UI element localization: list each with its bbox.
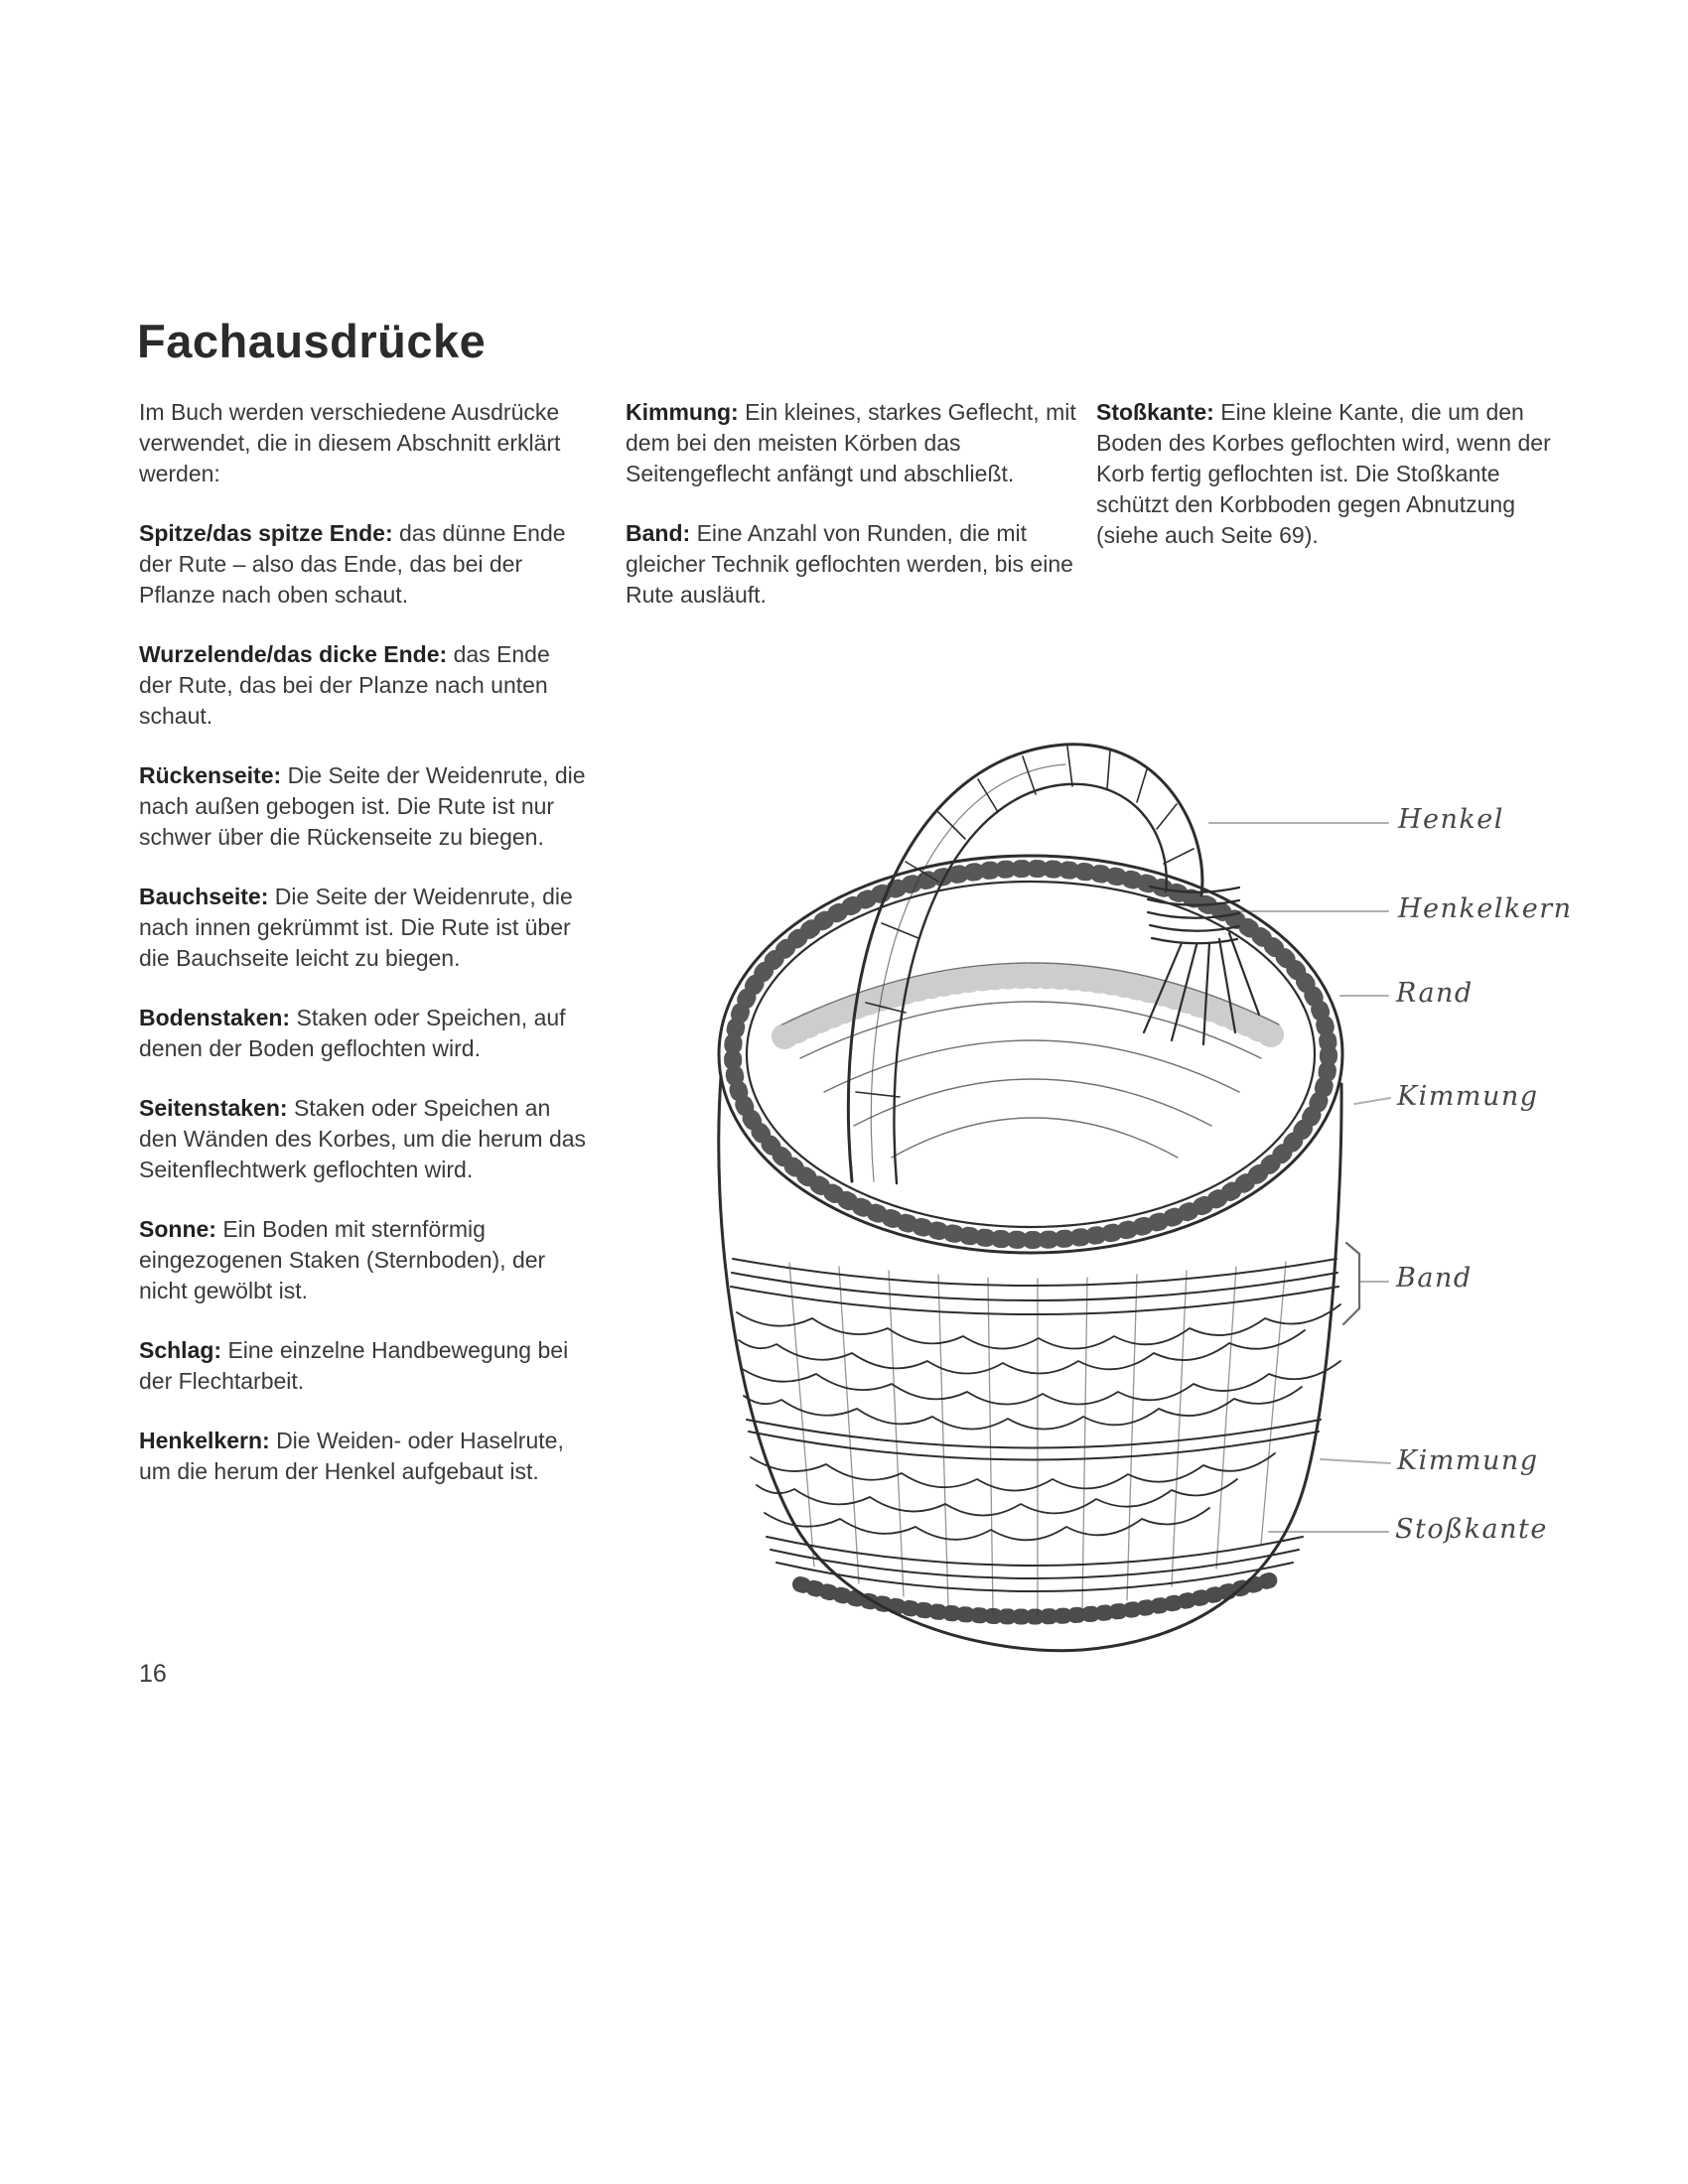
term: Sonne:	[139, 1216, 216, 1242]
page-title: Fachausdrücke	[137, 315, 487, 367]
term-entry-seitenstaken	[139, 1093, 588, 1185]
term: Spitze/das spitze Ende:	[139, 520, 393, 546]
term-definition: Ein Boden mit sternförmig eingezogenen Staken (Sternboden), der nicht gewölbt ist.	[139, 1216, 546, 1303]
term: Bodenstaken:	[139, 1005, 291, 1030]
term-entry-band	[626, 518, 1080, 611]
figure-label-band: Band	[1396, 1263, 1473, 1294]
figure-label-henkel: Henkel	[1398, 804, 1504, 835]
term-entry-wurzelende	[139, 639, 588, 732]
term-definition: Die Seite der Weidenrute, die nach außen gebogen ist. Die Rute ist nur schwer über die Rückenseite zu biegen.	[139, 762, 586, 850]
term-entry-bodenstaken	[139, 1003, 588, 1064]
term-entry-sonne	[139, 1214, 588, 1306]
term-entry-bauchseite	[139, 882, 588, 974]
term-definition: Die Seite der Weidenrute, die nach innen gekrümmt ist. Die Rute ist über die Bauchseite leicht zu biegen.	[139, 884, 573, 971]
weave-separator	[747, 1420, 1321, 1460]
band-bracket	[1343, 1243, 1359, 1324]
figure-label-kimmung-bottom: Kimmung	[1397, 1445, 1539, 1476]
weave-band-lower	[751, 1453, 1275, 1540]
figure-label-henkelkern: Henkelkern	[1398, 893, 1573, 924]
term-definition: das dünne Ende der Rute – also das Ende, das bei der Pflanze nach oben schaut.	[139, 520, 566, 608]
rim-braid	[733, 869, 1329, 1240]
term-definition: Eine Anzahl von Runden, die mit gleicher Technik geflochten werden, bis eine Rute ausläuft.	[626, 520, 1073, 608]
term: Schlag:	[139, 1337, 222, 1363]
term-entry-kimmung	[626, 397, 1080, 489]
weave-kimmung-top	[731, 1259, 1338, 1314]
term: Kimmung:	[626, 399, 739, 425]
leader-lines	[1209, 823, 1390, 1532]
term: Seitenstaken:	[139, 1095, 288, 1121]
term: Band:	[626, 520, 691, 546]
figure-label-rand: Rand	[1396, 978, 1474, 1009]
term-entry-schlag	[139, 1335, 588, 1397]
term: Bauchseite:	[139, 884, 269, 909]
term: Rückenseite:	[139, 762, 282, 788]
figure-label-stosskante: Stoßkante	[1395, 1514, 1548, 1545]
term-definition: Eine einzelne Handbewegung bei der Flechtarbeit.	[139, 1337, 569, 1394]
text-column-3	[1096, 397, 1555, 580]
term-definition: das Ende der Rute, das bei der Planze nach unten schaut.	[139, 641, 550, 729]
text-column-2	[626, 397, 1080, 639]
intro-paragraph: Im Buch werden verschiedene Ausdrücke verwendet, die in diesem Abschnitt erklärt werden:	[139, 399, 561, 486]
term-definition: Ein kleines, starkes Geflecht, mit dem bei den meisten Körben das Seitengeflecht anfängt und abschließt.	[626, 399, 1076, 486]
basket-rim	[719, 856, 1342, 1253]
term: Stoßkante:	[1096, 399, 1214, 425]
term-definition: Staken oder Speichen an den Wänden des Korbes, um die herum das Seitenflechtwerk geflochten wird.	[139, 1095, 587, 1182]
leader-kimmung-top	[1354, 1098, 1390, 1104]
term-definition: Staken oder Speichen, auf denen der Boden geflochten wird.	[139, 1005, 566, 1061]
term-entry-stosskante	[1096, 397, 1555, 551]
figure-label-kimmung-top: Kimmung	[1397, 1081, 1539, 1112]
leader-kimmung-bottom	[1321, 1459, 1390, 1463]
term-entry-rueckenseite	[139, 760, 588, 853]
term-entry-henkelkern	[139, 1426, 588, 1487]
handle-twist-lines	[856, 747, 1194, 1097]
text-column-1	[139, 397, 588, 1516]
page-number: 16	[139, 1660, 167, 1688]
term-definition: Die Weiden- oder Haselrute, um die herum der Henkel aufgebaut ist.	[139, 1428, 564, 1484]
weave-band-upper	[737, 1304, 1340, 1430]
term-definition: Eine kleine Kante, die um den Boden des Korbes geflochten wird, wenn der Korb fertig geflochten ist. Die Stoßkante schützt den Korbboden gegen Abnutzung (siehe auch Seite 69).	[1096, 399, 1551, 548]
basket-body	[719, 1077, 1341, 1651]
term-entry-spitze	[139, 518, 588, 611]
term: Wurzelende/das dicke Ende:	[139, 641, 448, 667]
term: Henkelkern:	[139, 1428, 270, 1453]
